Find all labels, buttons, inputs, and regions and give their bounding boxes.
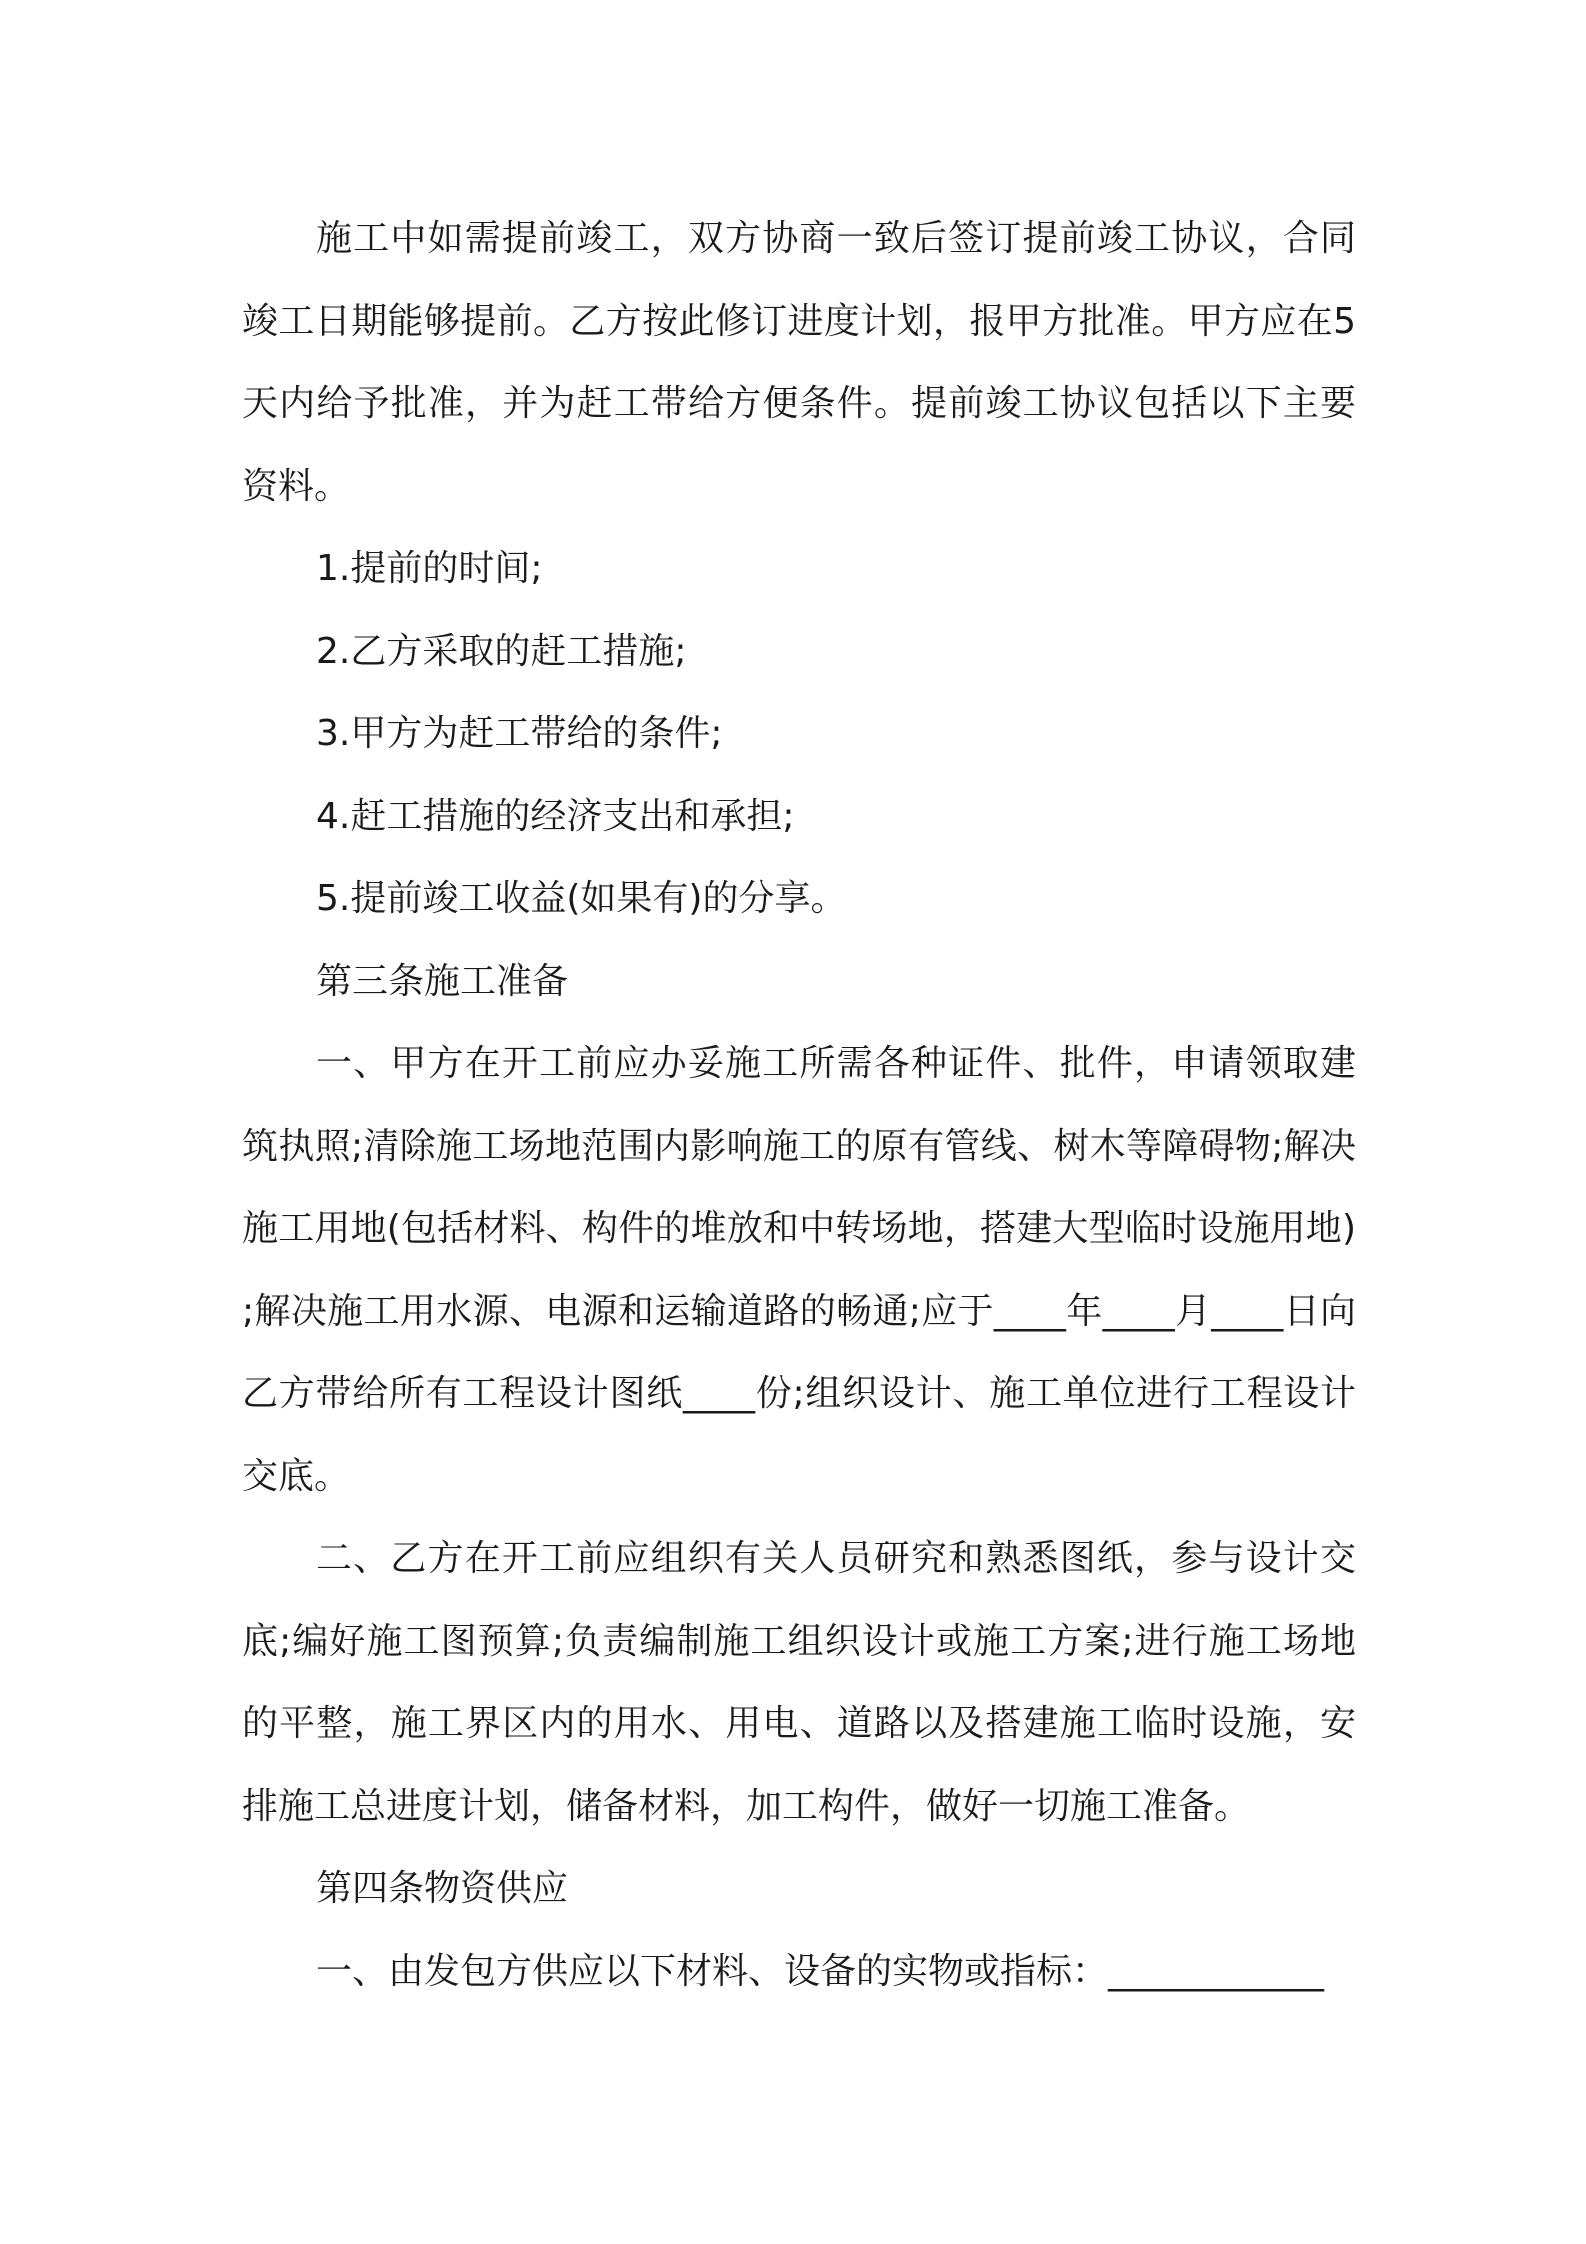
paragraph-party-a-preparation: 一、甲方在开工前应办妥施工所需各种证件、批件，申请领取建筑执照;清除施工场地范围内影响施工的原有管线、树木等障碍物;解决施工用地(包括材料、构件的堆放和中转场地，搭建大型临时设施用地);解决施工用水源、电源和运输道路的畅通;应于____年____月____日向乙方带给所有工程设计图纸____份;组织设计、施工单位进行工程设计交底。 [242,1043,1356,1497]
list-item-advance-time: 1.提前的时间; [316,548,543,589]
paragraph-party-b-preparation: 二、乙方在开工前应组织有关人员研究和熟悉图纸，参与设计交底;编好施工图预算;负责编制施工组织设计或施工方案;进行施工场地的平整，施工界区内的用水、用电、道路以及搭建施工临时设施，安排施工总进度计划，储备材料，加工构件，做好一切施工准备。 [242,1538,1356,1827]
document-body [242,198,1356,2013]
section-heading-article-4: 第四条物资供应 [316,1868,569,1909]
paragraph-early-completion: 施工中如需提前竣工，双方协商一致后签订提前竣工协议，合同竣工日期能够提前。乙方按此修订进度计划，报甲方批准。甲方应在5 天内给予批准，并为赶工带给方便条件。提前竣工协议包括以下主要资料。 [242,218,1356,507]
paragraph-material-supply: 一、由发包方供应以下材料、设备的实物或指标：____________ [316,1950,1325,1992]
list-item-benefit-sharing: 5.提前竣工收益(如果有)的分享。 [316,878,847,919]
list-item-rush-measures: 2.乙方采取的赶工措施; [316,630,687,672]
section-heading-article-3: 第三条施工准备 [316,960,569,1002]
list-item-rush-costs: 4.赶工措施的经济支出和承担; [316,795,795,837]
list-item-party-a-conditions: 3.甲方为赶工带给的条件; [316,713,723,754]
